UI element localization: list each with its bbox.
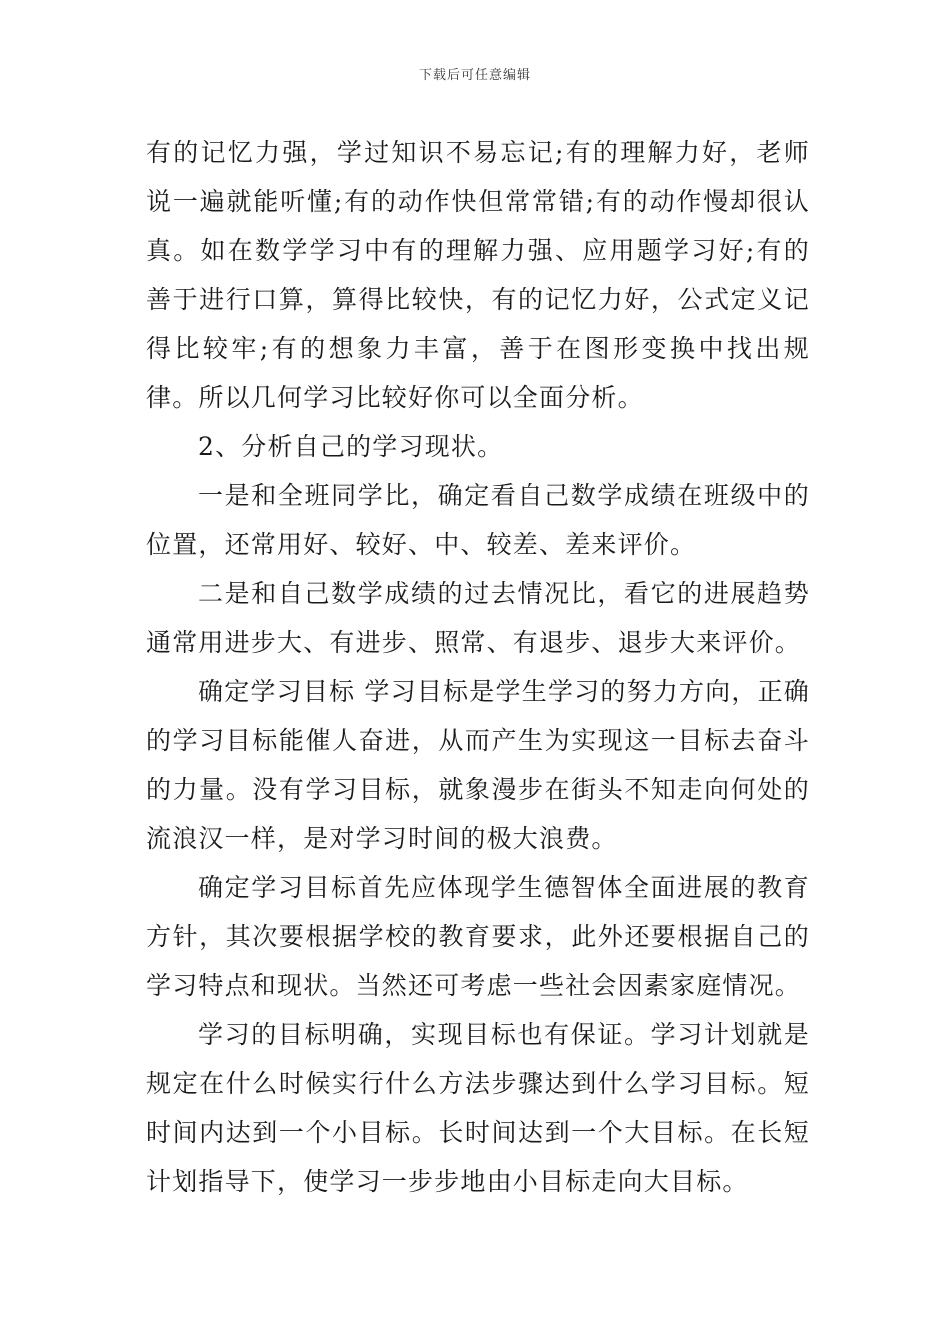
paragraph: 确定学习目标首先应体现学生德智体全面进展的教育方针，其次要根据学校的教育要求，此外还要根据自己的学习特点和现状。当然还可考虑一些社会因素家庭情况。 [146, 873, 810, 1000]
document-body [146, 128, 810, 1206]
paragraph: 二是和自己数学成绩的过去情况比，看它的进展趋势通常用进步大、有进步、照常、有退步、退步大来评价。 [146, 579, 810, 657]
paragraph: 学习的目标明确，实现目标也有保证。学习计划就是规定在什么时候实行什么方法步骤达到什么学习目标。短时间内达到一个小目标。长时间达到一个大目标。在长短计划指导下，使学习一步步地由小目标走向大目标。 [146, 1020, 810, 1196]
paragraph-continued: 有的记忆力强，学过知识不易忘记;有的理解力好，老师说一遍就能听懂;有的动作快但常常错;有的动作慢却很认真。如在数学学习中有的理解力强、应用题学习好;有的善于进行口算，算得比较快，有的记忆力好，公式定义记得比较牢;有的想象力丰富，善于在图形变换中找出规律。所以几何学习比较好你可以全面分析。 [146, 138, 810, 412]
paragraph: 一是和全班同学比，确定看自己数学成绩在班级中的位置，还常用好、较好、中、较差、差来评价。 [146, 481, 810, 559]
paragraph-section-heading: 2、分析自己的学习现状。 [198, 432, 504, 461]
paragraph: 确定学习目标 学习目标是学生学习的努力方向，正确的学习目标能催人奋进，从而产生为实现这一目标去奋斗的力量。没有学习目标，就象漫步在街头不知走向何处的流浪汉一样，是对学习时间的极大浪费。 [146, 677, 810, 853]
page-header: 下载后可任意编辑 [418, 68, 531, 83]
